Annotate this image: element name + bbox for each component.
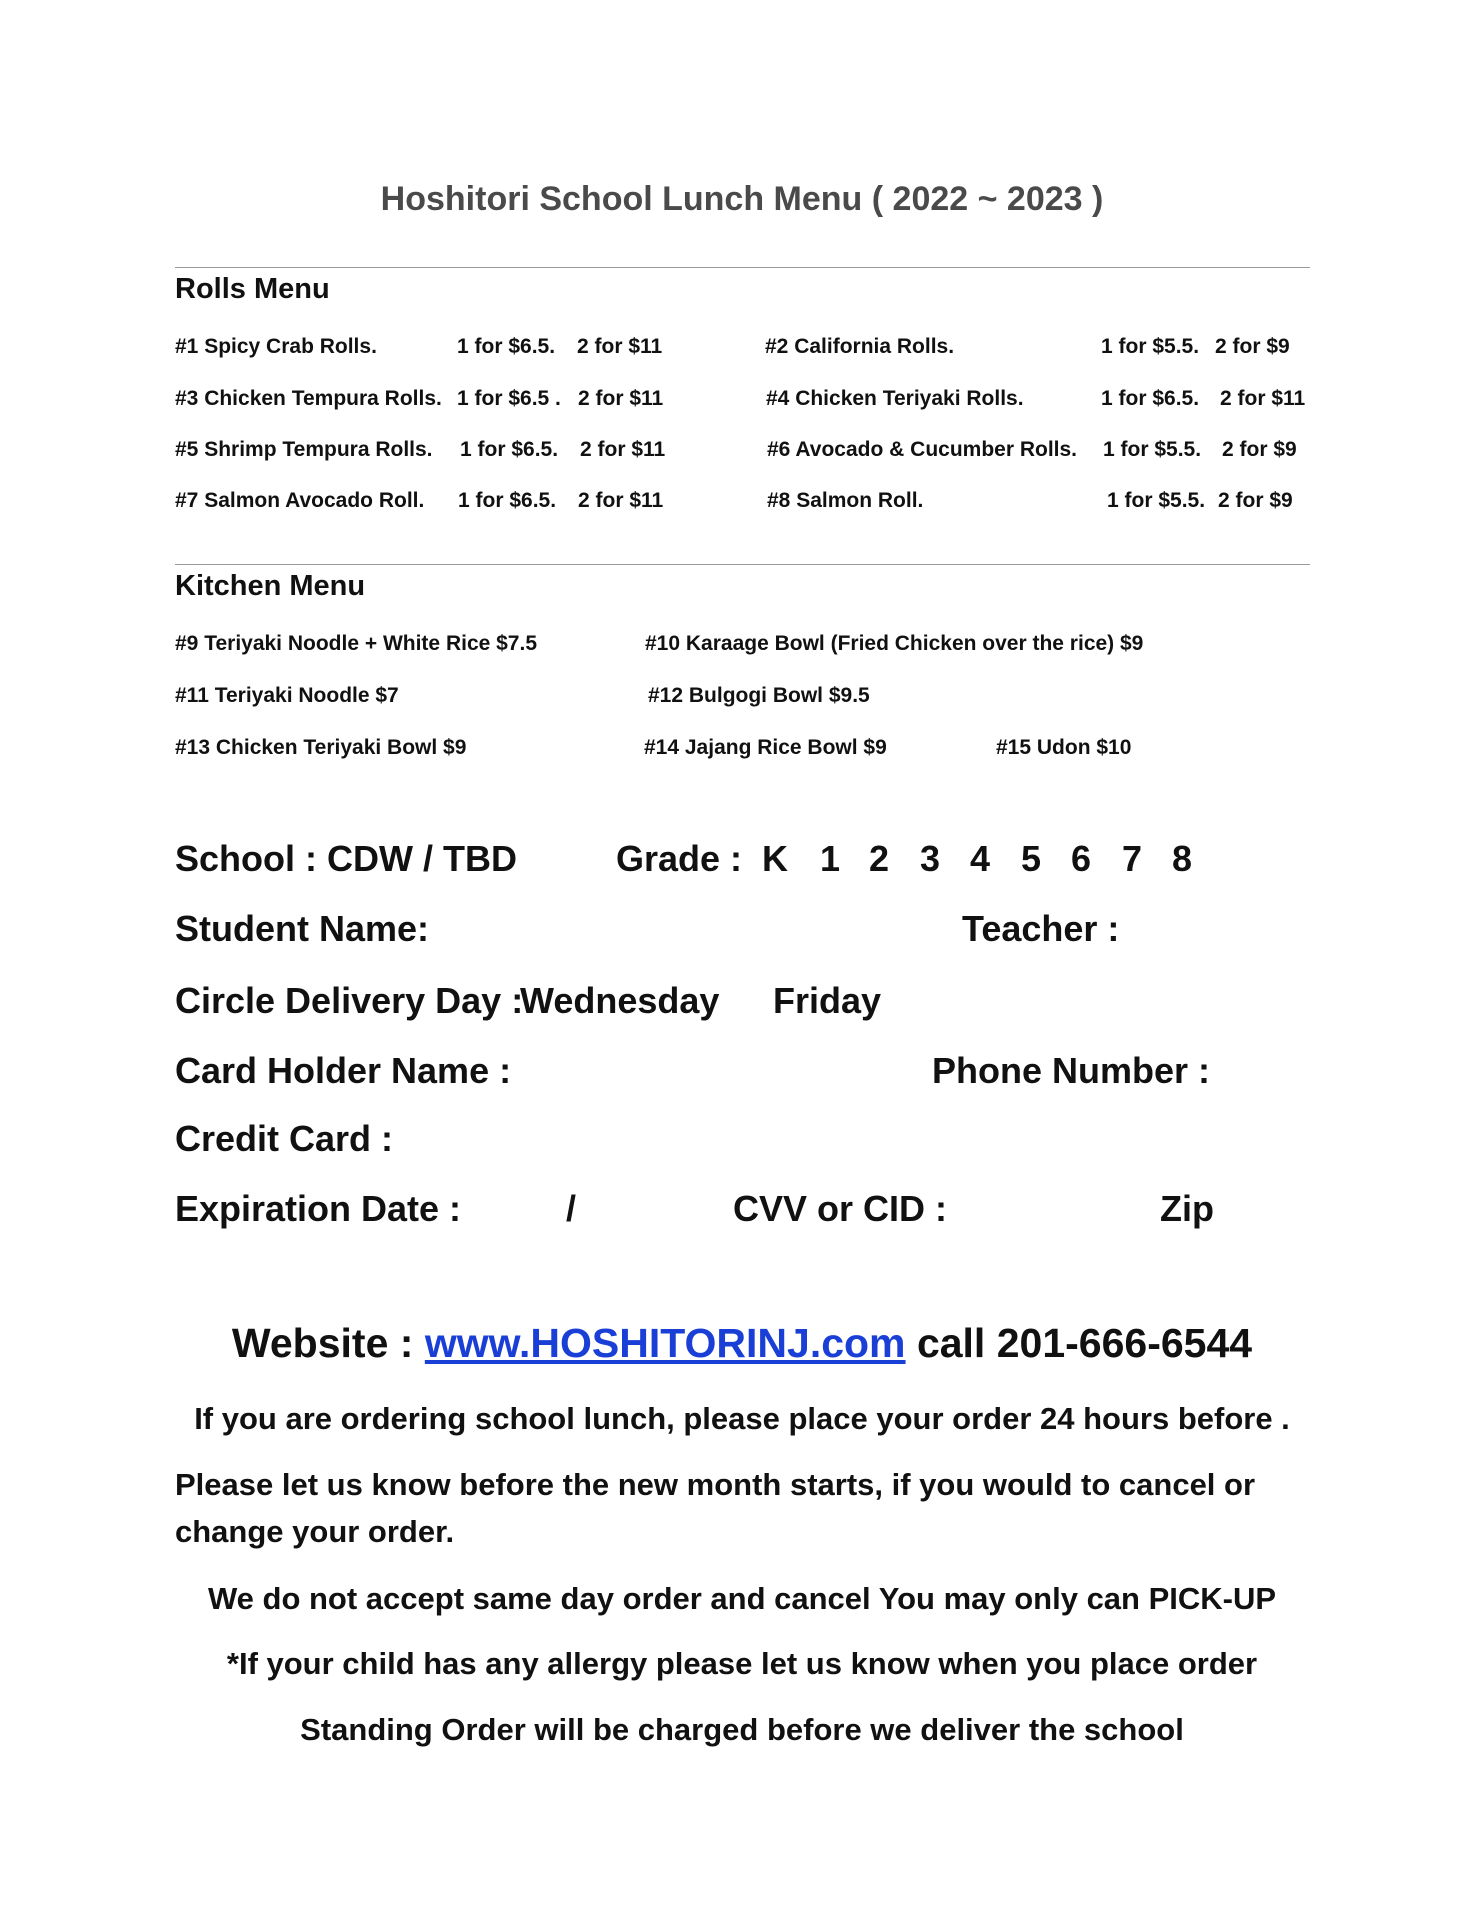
kitchen-divider — [175, 564, 1310, 565]
rolls-item-price-one: 1 for $5.5. — [1101, 335, 1200, 358]
rolls-item-price-one: 1 for $5.5. — [1103, 438, 1202, 461]
kitchen-item: #9 Teriyaki Noodle + White Rice $7.5 — [175, 632, 538, 655]
rolls-item-price-one: 1 for $6.5. — [458, 489, 557, 512]
website-link[interactable]: www.HOSHITORINJ.com — [424, 1320, 906, 1366]
delivery-day-label: Circle Delivery Day : — [175, 980, 524, 1021]
note-standing-order: Standing Order will be charged before we deliver the school — [300, 1712, 1184, 1747]
delivery-day-option: Wednesday — [520, 980, 720, 1021]
note-order-ahead: If you are ordering school lunch, please place your order 24 hours before . — [194, 1401, 1290, 1436]
grade-option: 2 — [869, 838, 890, 879]
expiration-slash: / — [566, 1188, 577, 1229]
rolls-item-name: #8 Salmon Roll. — [767, 489, 924, 512]
grade-option: 3 — [920, 838, 941, 879]
rolls-item-price-one: 1 for $5.5. — [1107, 489, 1206, 512]
zip-label: Zip — [1160, 1188, 1214, 1229]
expiration-date-label: Expiration Date : — [175, 1188, 462, 1229]
grade-option: 7 — [1122, 838, 1143, 879]
rolls-item-name: #2 California Rolls. — [765, 335, 955, 358]
note-cancel-line-2: change your order. — [175, 1514, 455, 1549]
page-title: Hoshitori School Lunch Menu ( 2022 ~ 2023 ) — [380, 180, 1104, 218]
rolls-item-price-two: 2 for $9 — [1215, 335, 1290, 358]
rolls-item-price-one: 1 for $6.5. — [1101, 387, 1200, 410]
school-label: School : CDW / TBD — [175, 838, 517, 879]
grade-option: 5 — [1021, 838, 1042, 879]
teacher-label: Teacher : — [962, 908, 1120, 949]
rolls-item-price-two: 2 for $11 — [578, 489, 664, 512]
rolls-item-name: #1 Spicy Crab Rolls. — [175, 335, 377, 358]
kitchen-menu-heading: Kitchen Menu — [175, 570, 366, 602]
student-name-label: Student Name: — [175, 908, 430, 949]
rolls-item-price-two: 2 for $11 — [580, 438, 666, 461]
grade-option: 6 — [1071, 838, 1092, 879]
delivery-day-option: Friday — [773, 980, 882, 1021]
kitchen-item: #10 Karaage Bowl (Fried Chicken over the rice) $9 — [645, 632, 1144, 655]
grade-option: 8 — [1172, 838, 1193, 879]
rolls-item-price-one: 1 for $6.5. — [457, 335, 556, 358]
rolls-item-name: #7 Salmon Avocado Roll. — [175, 489, 425, 512]
rolls-item-price-two: 2 for $11 — [1220, 387, 1306, 410]
rolls-item-name: #3 Chicken Tempura Rolls. — [175, 387, 442, 410]
rolls-item-price-two: 2 for $11 — [578, 387, 664, 410]
rolls-divider — [175, 267, 1310, 268]
call-label: call — [916, 1320, 986, 1366]
grade-option: 4 — [970, 838, 991, 879]
grade-label: Grade : — [616, 838, 743, 879]
kitchen-item: #14 Jajang Rice Bowl $9 — [644, 736, 887, 759]
kitchen-item: #13 Chicken Teriyaki Bowl $9 — [175, 736, 467, 759]
card-holder-label: Card Holder Name : — [175, 1050, 512, 1091]
rolls-item-price-two: 2 for $9 — [1222, 438, 1297, 461]
rolls-menu-heading: Rolls Menu — [175, 273, 330, 305]
rolls-item-price-two: 2 for $9 — [1218, 489, 1293, 512]
phone-number: 201-666-6544 — [996, 1320, 1253, 1366]
kitchen-item: #12 Bulgogi Bowl $9.5 — [648, 684, 870, 707]
contact-line — [0, 1320, 1484, 1367]
note-same-day: We do not accept same day order and cancel You may only can PICK-UP — [207, 1581, 1277, 1616]
note-cancel-line-1: Please let us know before the new month starts, if you would to cancel or — [175, 1467, 1256, 1502]
phone-number-label: Phone Number : — [932, 1050, 1211, 1091]
rolls-item-name: #4 Chicken Teriyaki Rolls. — [766, 387, 1024, 410]
grade-option: K — [762, 838, 788, 879]
kitchen-item: #15 Udon $10 — [996, 736, 1132, 759]
kitchen-item: #11 Teriyaki Noodle $7 — [175, 684, 399, 707]
note-allergy: *If your child has any allergy please let us know when you place order — [226, 1646, 1258, 1681]
cvv-label: CVV or CID : — [733, 1188, 948, 1229]
rolls-item-price-one: 1 for $6.5. — [460, 438, 559, 461]
rolls-item-name: #5 Shrimp Tempura Rolls. — [175, 438, 433, 461]
grade-option: 1 — [820, 838, 841, 879]
rolls-item-price-one: 1 for $6.5 . — [457, 387, 561, 410]
website-label: Website : — [231, 1320, 414, 1366]
rolls-item-name: #6 Avocado & Cucumber Rolls. — [767, 438, 1078, 461]
rolls-item-price-two: 2 for $11 — [577, 335, 663, 358]
credit-card-label: Credit Card : — [175, 1118, 394, 1159]
